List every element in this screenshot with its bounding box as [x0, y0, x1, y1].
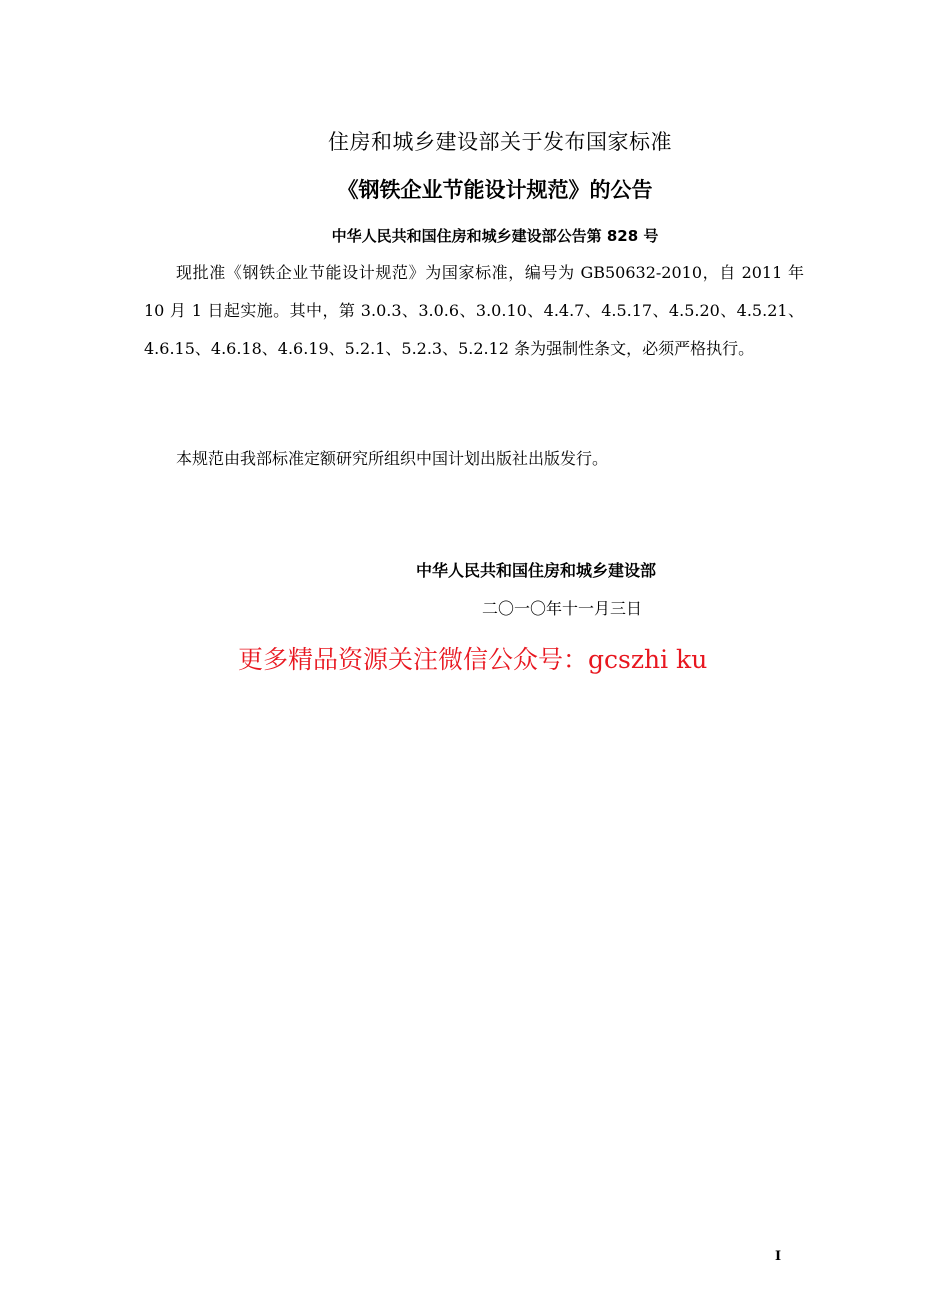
issue-date: 二〇一〇年十一月三日 — [482, 599, 643, 618]
issuing-authority: 中华人民共和国住房和城乡建设部 — [416, 561, 657, 580]
announcement-title-line1: 住房和城乡建设部关于发布国家标准 — [328, 130, 672, 154]
page-number: I — [775, 1249, 782, 1264]
body-paragraph-publisher: 本规范由我部标准定额研究所组织中国计划出版社出版发行。 — [176, 449, 609, 468]
announcement-title-line2: 《钢铁企业节能设计规范》的公告 — [337, 178, 653, 202]
body-paragraph-approval: 现批准《钢铁企业节能设计规范》为国家标准，编号为 GB50632-2010，自 2011 年 10 月 1 日起实施。其中，第 3.0.3、3.0.6、3.0.10、4.4.7、4.5.17、4.5.20、4.5.21、4.6.15、4.6.18、4.6.19、5.2.1、5.2.3、5.2.12 条为强制性条文，必须严格执行。 — [144, 263, 804, 358]
announcement-number: 中华人民共和国住房和城乡建设部公告第 828 号 — [331, 227, 659, 245]
promo-watermark-text: 更多精品资源关注微信公众号：gcszhi ku — [238, 645, 708, 674]
